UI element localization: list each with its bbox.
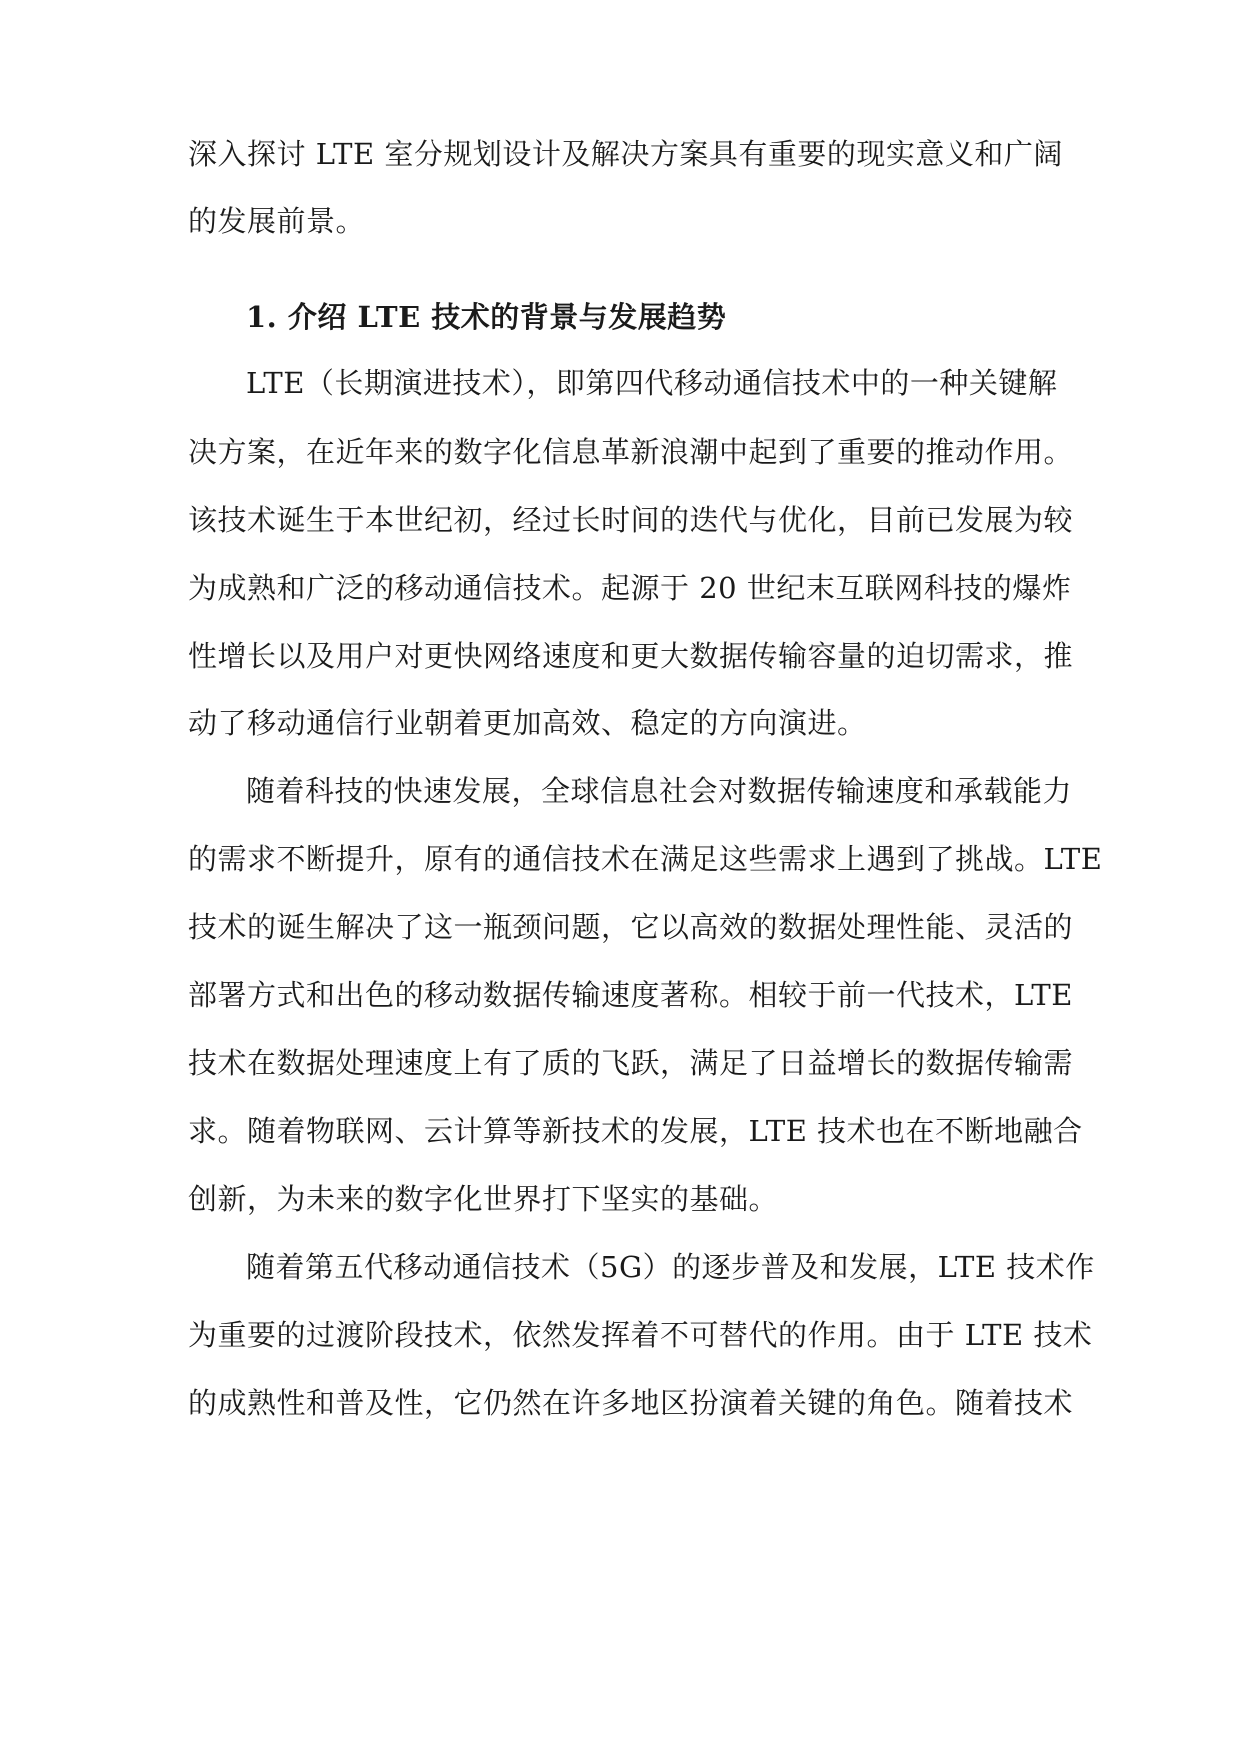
paragraph2-line-3: 技术的诞生解决了这一瓶颈问题，它以高效的数据处理性能、灵活的 bbox=[188, 910, 1074, 944]
paragraph1-line-5: 性增长以及用户对更快网络速度和更大数据传输容量的迫切需求，推 bbox=[188, 639, 1074, 673]
section-heading: 1. 介绍 LTE 技术的背景与发展趋势 bbox=[246, 300, 727, 334]
paragraph1-line-2: 决方案，在近年来的数字化信息革新浪潮中起到了重要的推动作用。 bbox=[188, 435, 1074, 469]
paragraph3-line-1: 随着第五代移动通信技术（5G）的逐步普及和发展，LTE 技术作 bbox=[246, 1250, 1095, 1284]
paragraph1-line-1: LTE（长期演进技术），即第四代移动通信技术中的一种关键解 bbox=[246, 366, 1058, 400]
intro-line-2: 的发展前景。 bbox=[188, 204, 366, 238]
paragraph2-line-7: 创新，为未来的数字化世界打下坚实的基础。 bbox=[188, 1182, 779, 1216]
paragraph2-line-1: 随着科技的快速发展，全球信息社会对数据传输速度和承载能力 bbox=[246, 774, 1073, 808]
paragraph2-line-6: 求。随着物联网、云计算等新技术的发展，LTE 技术也在不断地融合 bbox=[188, 1114, 1083, 1148]
paragraph2-line-4: 部署方式和出色的移动数据传输速度著称。相较于前一代技术，LTE bbox=[188, 978, 1073, 1012]
intro-line-1: 深入探讨 LTE 室分规划设计及解决方案具有重要的现实意义和广阔 bbox=[188, 137, 1063, 171]
paragraph3-line-2: 为重要的过渡阶段技术，依然发挥着不可替代的作用。由于 LTE 技术 bbox=[188, 1318, 1093, 1352]
paragraph1-line-6: 动了移动通信行业朝着更加高效、稳定的方向演进。 bbox=[188, 706, 867, 740]
paragraph1-line-3: 该技术诞生于本世纪初，经过长时间的迭代与优化，目前已发展为较 bbox=[188, 503, 1074, 537]
paragraph2-line-5: 技术在数据处理速度上有了质的飞跃，满足了日益增长的数据传输需 bbox=[188, 1046, 1074, 1080]
paragraph3-line-3: 的成熟性和普及性，它仍然在许多地区扮演着关键的角色。随着技术 bbox=[188, 1386, 1074, 1420]
paragraph2-line-2: 的需求不断提升，原有的通信技术在满足这些需求上遇到了挑战。LTE bbox=[188, 842, 1103, 876]
paragraph1-line-4: 为成熟和广泛的移动通信技术。起源于 20 世纪末互联网科技的爆炸 bbox=[188, 571, 1072, 605]
